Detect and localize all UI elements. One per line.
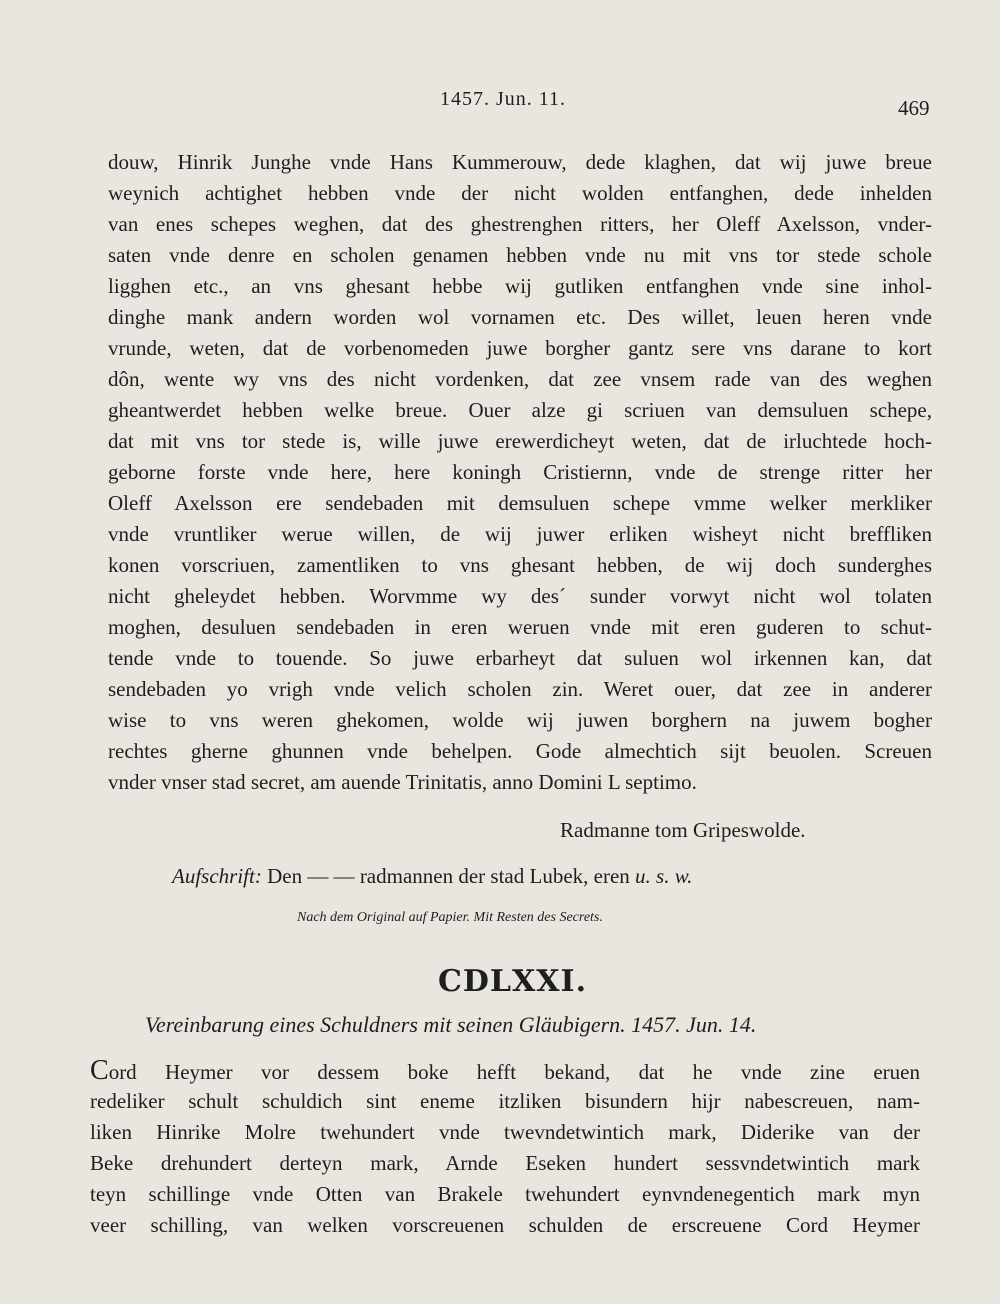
text-line: liken Hinrike Molre twehundert vnde twevndetwintich mark, Diderike van der [90, 1120, 920, 1144]
text-line: dinghe mank andern worden wol vornamen etc. Des willet, leuen heren vnde [108, 305, 932, 329]
text-line: sendebaden yo vrigh vnde velich scholen zin. Weret ouer, dat zee in anderer [108, 677, 932, 701]
page-number: 469 [898, 96, 930, 120]
text-line: Oleff Axelsson ere sendebaden mit demsuluen schepe vmme welker merkliker [108, 491, 932, 515]
address-text: Den — — radmannen der stad Lubek, eren [261, 864, 636, 888]
source-note: Nach dem Original auf Papier. Mit Resten des Secrets. [297, 910, 603, 925]
address-abbreviation: u. s. w. [635, 864, 693, 888]
address-label: Aufschrift: [172, 864, 262, 888]
document-number: CDLXXI. [438, 964, 588, 999]
text-line: weynich achtighet hebben vnde der nicht wolden entfanghen, dede inhelden [108, 181, 932, 205]
text-line: konen vorscriuen, zamentliken to vns ghesant hebben, de wij doch sunderghes [108, 553, 932, 577]
running-header-date: 1457. Jun. 11. [440, 88, 567, 110]
text-line: Beke drehundert derteyn mark, Arnde Eseken hundert sessvndetwintich mark [90, 1151, 920, 1175]
initial-letter: C [90, 1055, 109, 1086]
text-line: saten vnde denre en scholen genamen hebben vnde nu mit vns tor stede schole [108, 243, 932, 267]
text-line: douw, Hinrik Junghe vnde Hans Kummerouw, dede klaghen, dat wij juwe breue [108, 150, 932, 174]
text-line: vnder vnser stad secret, am auende Trinitatis, anno Domini L septimo. [108, 770, 697, 794]
text-line: redeliker schult schuldich sint eneme itzliken bisundern hijr nabescreuen, nam- [90, 1089, 920, 1113]
letter-body [108, 147, 932, 798]
text-line: dôn, wente wy vns des nicht vordenken, dat zee vnsem rade van des weghen [108, 367, 932, 391]
text-line: teyn schillinge vnde Otten van Brakele twehundert eynvndenegentich mark myn [90, 1182, 920, 1206]
text-line: vrunde, weten, dat de vorbenomeden juwe borgher gantz sere vns darane to kort [108, 336, 932, 360]
text-line: vnde vruntliker werue willen, de wij juwer erliken wisheyt nicht breffliken [108, 522, 932, 546]
document-title: Vereinbarung eines Schuldners mit seinen Gläubigern. 1457. Jun. 14. [145, 1012, 757, 1037]
text-line: gheantwerdet hebben welke breue. Ouer alze gi scriuen van demsuluen schepe, [108, 398, 932, 422]
text-line: nicht gheleydet hebben. Worvmme wy des´ sunder vorwyt nicht wol tolaten [108, 584, 932, 608]
text-line: wise to vns weren ghekomen, wolde wij juwen borghern na juwem bogher [108, 708, 932, 732]
text-line: moghen, desuluen sendebaden in eren weruen vnde mit eren guderen to schut- [108, 615, 932, 639]
letter-signature: Radmanne tom Gripeswolde. [560, 818, 806, 842]
text-line: tende vnde to touende. So juwe erbarheyt dat suluen wol irkennen kan, dat [108, 646, 932, 670]
text-line: veer schilling, van welken vorscreuenen schulden de erscreuene Cord Heymer [90, 1213, 920, 1237]
document-body [90, 1055, 920, 1241]
text-line-rest: ord Heymer vor dessem boke hefft bekand, dat he vnde zine eruen [108, 1060, 920, 1084]
text-line: ligghen etc., an vns ghesant hebbe wij gutliken entfanghen vnde sine inhol- [108, 274, 932, 298]
text-line: van enes schepes weghen, dat des ghestrenghen ritters, her Oleff Axelsson, vnder- [108, 212, 932, 236]
text-line: dat mit vns tor stede is, wille juwe erewerdicheyt weten, dat de irluchtede hoch- [108, 429, 932, 453]
address-line [172, 864, 692, 889]
text-line [90, 1055, 920, 1086]
text-line: geborne forste vnde here, here koningh Cristiernn, vnde de strenge ritter her [108, 460, 932, 484]
text-line: rechtes gherne ghunnen vnde behelpen. Gode almechtich sijt beuolen. Screuen [108, 739, 932, 763]
